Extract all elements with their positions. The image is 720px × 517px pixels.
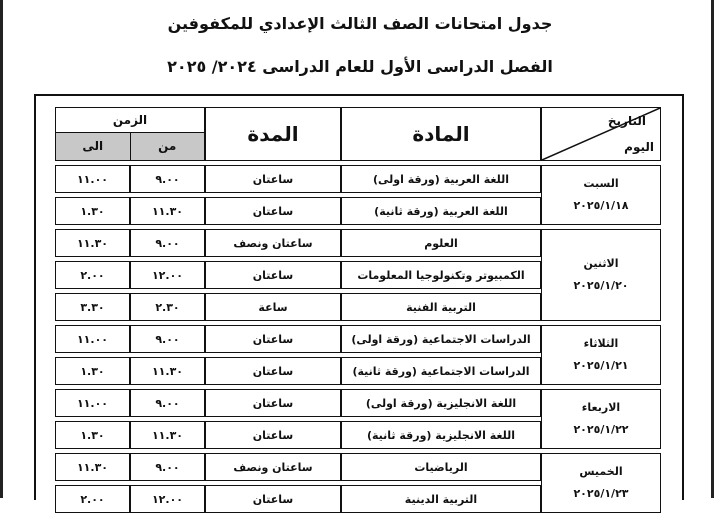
exam-date: ٢٠٢٥/١/٢٢: [573, 423, 629, 436]
to-time-cell: ١١.٠٠: [55, 389, 130, 417]
table-row: [55, 389, 661, 417]
from-time-cell: ٩.٠٠: [130, 389, 205, 417]
subject-cell: اللغة العربية (ورقة اولى): [341, 165, 541, 193]
subject-header: المادة: [341, 107, 541, 161]
exam-schedule-table: [55, 103, 661, 517]
duration-cell: ساعتان: [205, 389, 341, 417]
day-name: الثلاثاء: [583, 337, 619, 350]
subject-cell: اللغة الانجليزية (ورقة ثانية): [341, 421, 541, 449]
duration-cell: ساعتان: [205, 197, 341, 225]
subject-cell: العلوم: [341, 229, 541, 257]
table-row: [55, 229, 661, 257]
to-time-cell: ١١.٠٠: [55, 165, 130, 193]
from-time-cell: ٢.٣٠: [130, 293, 205, 321]
from-time-cell: ١٢.٠٠: [130, 261, 205, 289]
from-time-cell: ٩.٠٠: [130, 325, 205, 353]
from-time-cell: ١١.٣٠: [130, 421, 205, 449]
day-name: الاثنين: [583, 257, 619, 270]
day-date-cell: [541, 325, 661, 385]
day-date-cell: [541, 229, 661, 321]
exam-date: ٢٠٢٥/١/١٨: [573, 199, 629, 212]
from-time-cell: ١١.٣٠: [130, 357, 205, 385]
subject-cell: الرياضيات: [341, 453, 541, 481]
day-name: الخميس: [579, 465, 623, 478]
to-time-cell: ١١.٣٠: [55, 229, 130, 257]
to-time-cell: ٢.٠٠: [55, 261, 130, 289]
table-row: [55, 325, 661, 353]
duration-cell: ساعتان: [205, 485, 341, 513]
duration-header: المدة: [205, 107, 341, 161]
from-header: من: [130, 133, 205, 160]
duration-cell: ساعتان: [205, 165, 341, 193]
duration-cell: ساعتان ونصف: [205, 229, 341, 257]
to-time-cell: ١١.٣٠: [55, 453, 130, 481]
duration-cell: ساعة: [205, 293, 341, 321]
subject-cell: الدراسات الاجتماعية (ورقة ثانية): [341, 357, 541, 385]
document-subtitle: الفصل الدراسى الأول للعام الدراسى ٢٠٢٤/ ٢٠٢٥: [167, 57, 553, 76]
day-date-cell: [541, 165, 661, 225]
duration-cell: ساعتان: [205, 261, 341, 289]
time-header-cell: [55, 107, 205, 161]
day-header-label: اليوم: [624, 140, 654, 154]
header-row: [55, 107, 661, 161]
duration-cell: ساعتان ونصف: [205, 453, 341, 481]
day-name: الاربعاء: [581, 401, 621, 414]
from-time-cell: ٩.٠٠: [130, 453, 205, 481]
subject-cell: الدراسات الاجتماعية (ورقة اولى): [341, 325, 541, 353]
from-time-cell: ١١.٣٠: [130, 197, 205, 225]
table-row: [55, 453, 661, 481]
from-time-cell: ٩.٠٠: [130, 229, 205, 257]
subject-cell: الكمبيوتر وتكنولوجيا المعلومات: [341, 261, 541, 289]
to-time-cell: ١١.٠٠: [55, 325, 130, 353]
date-header-label: التاريخ: [607, 114, 646, 128]
to-time-cell: ١.٣٠: [55, 421, 130, 449]
duration-cell: ساعتان: [205, 357, 341, 385]
to-time-cell: ٣.٣٠: [55, 293, 130, 321]
day-date-cell: [541, 389, 661, 449]
duration-cell: ساعتان: [205, 421, 341, 449]
to-time-cell: ١.٣٠: [55, 197, 130, 225]
date-day-header-cell: [541, 107, 661, 161]
table-row: [55, 165, 661, 193]
exam-date: ٢٠٢٥/١/٢٣: [573, 487, 629, 500]
duration-cell: ساعتان: [205, 325, 341, 353]
day-date-cell: [541, 453, 661, 513]
exam-date: ٢٠٢٥/١/٢١: [573, 359, 629, 372]
to-time-cell: ١.٣٠: [55, 357, 130, 385]
to-time-cell: ٢.٠٠: [55, 485, 130, 513]
from-time-cell: ١٢.٠٠: [130, 485, 205, 513]
subject-cell: التربية الدينية: [341, 485, 541, 513]
time-header: الزمن: [56, 108, 204, 133]
subject-cell: اللغة العربية (ورقة ثانية): [341, 197, 541, 225]
document-title: جدول امتحانات الصف الثالث الإعدادي للمكفوفين: [167, 14, 553, 33]
exam-date: ٢٠٢٥/١/٢٠: [573, 279, 629, 292]
day-name: السبت: [583, 177, 619, 190]
to-header: الى: [56, 133, 130, 160]
subject-cell: اللغة الانجليزية (ورقة اولى): [341, 389, 541, 417]
subject-cell: التربية الفنية: [341, 293, 541, 321]
from-time-cell: ٩.٠٠: [130, 165, 205, 193]
